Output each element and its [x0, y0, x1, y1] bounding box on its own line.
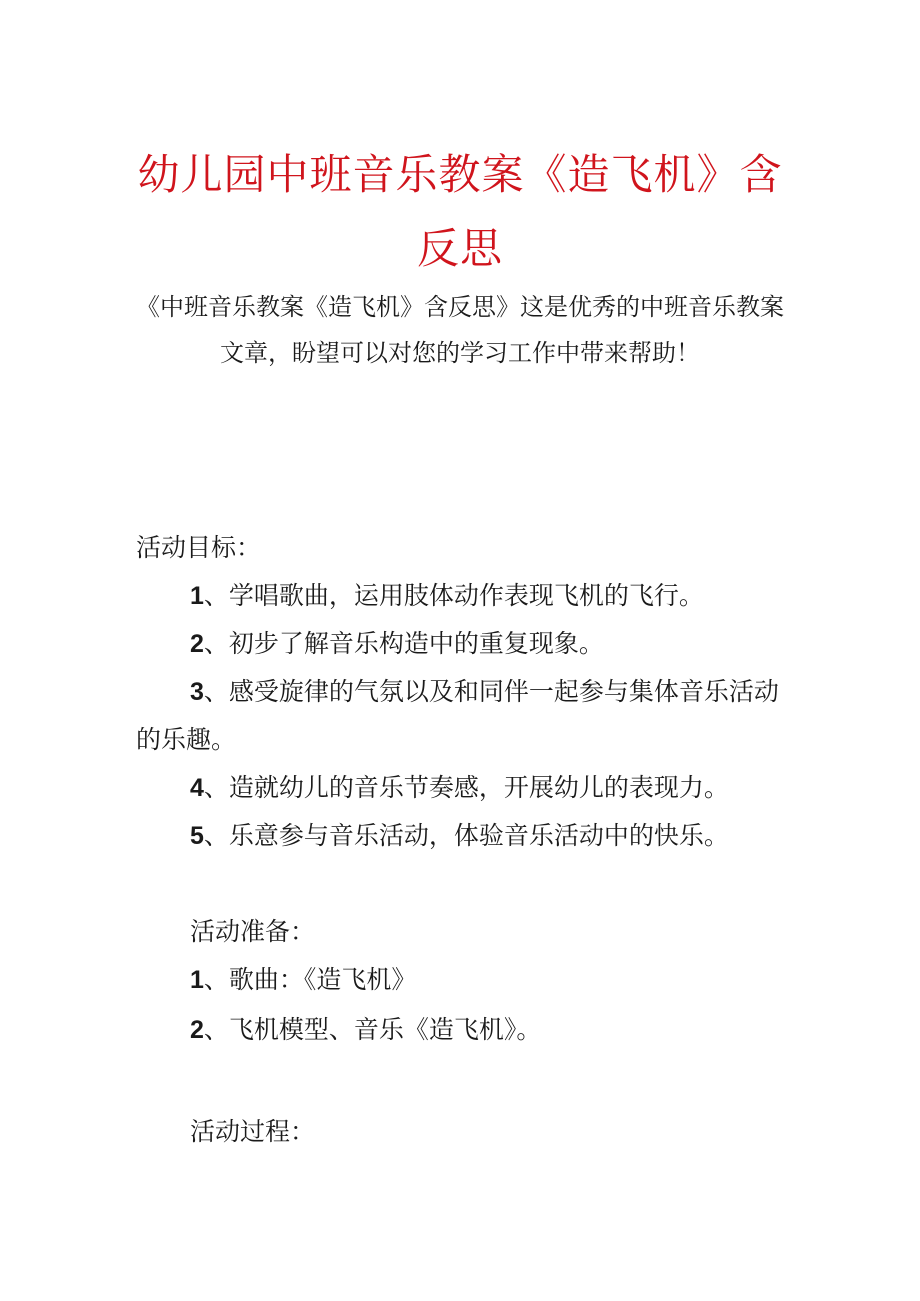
prep-text: 、飞机模型、音乐《造飞机》。 [203, 1015, 542, 1044]
goal-text: 、造就幼儿的音乐节奏感，开展幼儿的表现力。 [203, 773, 729, 802]
goal-item-4 [190, 764, 729, 812]
goal-text: 、初步了解音乐构造中的重复现象。 [203, 629, 604, 658]
prep-number: 2 [190, 1016, 204, 1044]
goal-text: 、乐意参与音乐活动，体验音乐活动中的快乐。 [203, 821, 729, 850]
goal-text: 、感受旋律的气氛以及和同伴一起参与集体音乐活动的乐趣。 [136, 677, 779, 754]
prep-item-2 [190, 1006, 541, 1054]
process-heading: 活动过程： [190, 1117, 316, 1146]
intro-paragraph: 《中班音乐教案《造飞机》含反思》这是优秀的中班音乐教案文章，盼望可以对您的学习工作中带来帮助！ [136, 293, 784, 367]
goal-item-5 [190, 812, 729, 860]
prep-heading: 活动准备： [190, 917, 316, 946]
goal-number: 1 [190, 582, 204, 610]
goal-number: 5 [190, 822, 204, 850]
goal-number: 4 [190, 774, 204, 802]
document-title: 幼儿园中班音乐教案《造飞机》含反思 [137, 150, 783, 273]
goals-heading: 活动目标： [136, 533, 262, 562]
goal-item-1 [190, 572, 704, 620]
prep-number: 1 [190, 966, 204, 994]
goal-text: 、学唱歌曲，运用肢体动作表现飞机的飞行。 [203, 581, 704, 610]
goal-item-3 [136, 668, 796, 764]
goal-number: 2 [190, 630, 204, 658]
goal-number: 3 [190, 678, 204, 706]
prep-text: 、歌曲：《造飞机》 [203, 965, 417, 994]
prep-item-1 [190, 956, 416, 1004]
goal-item-2 [190, 620, 604, 668]
